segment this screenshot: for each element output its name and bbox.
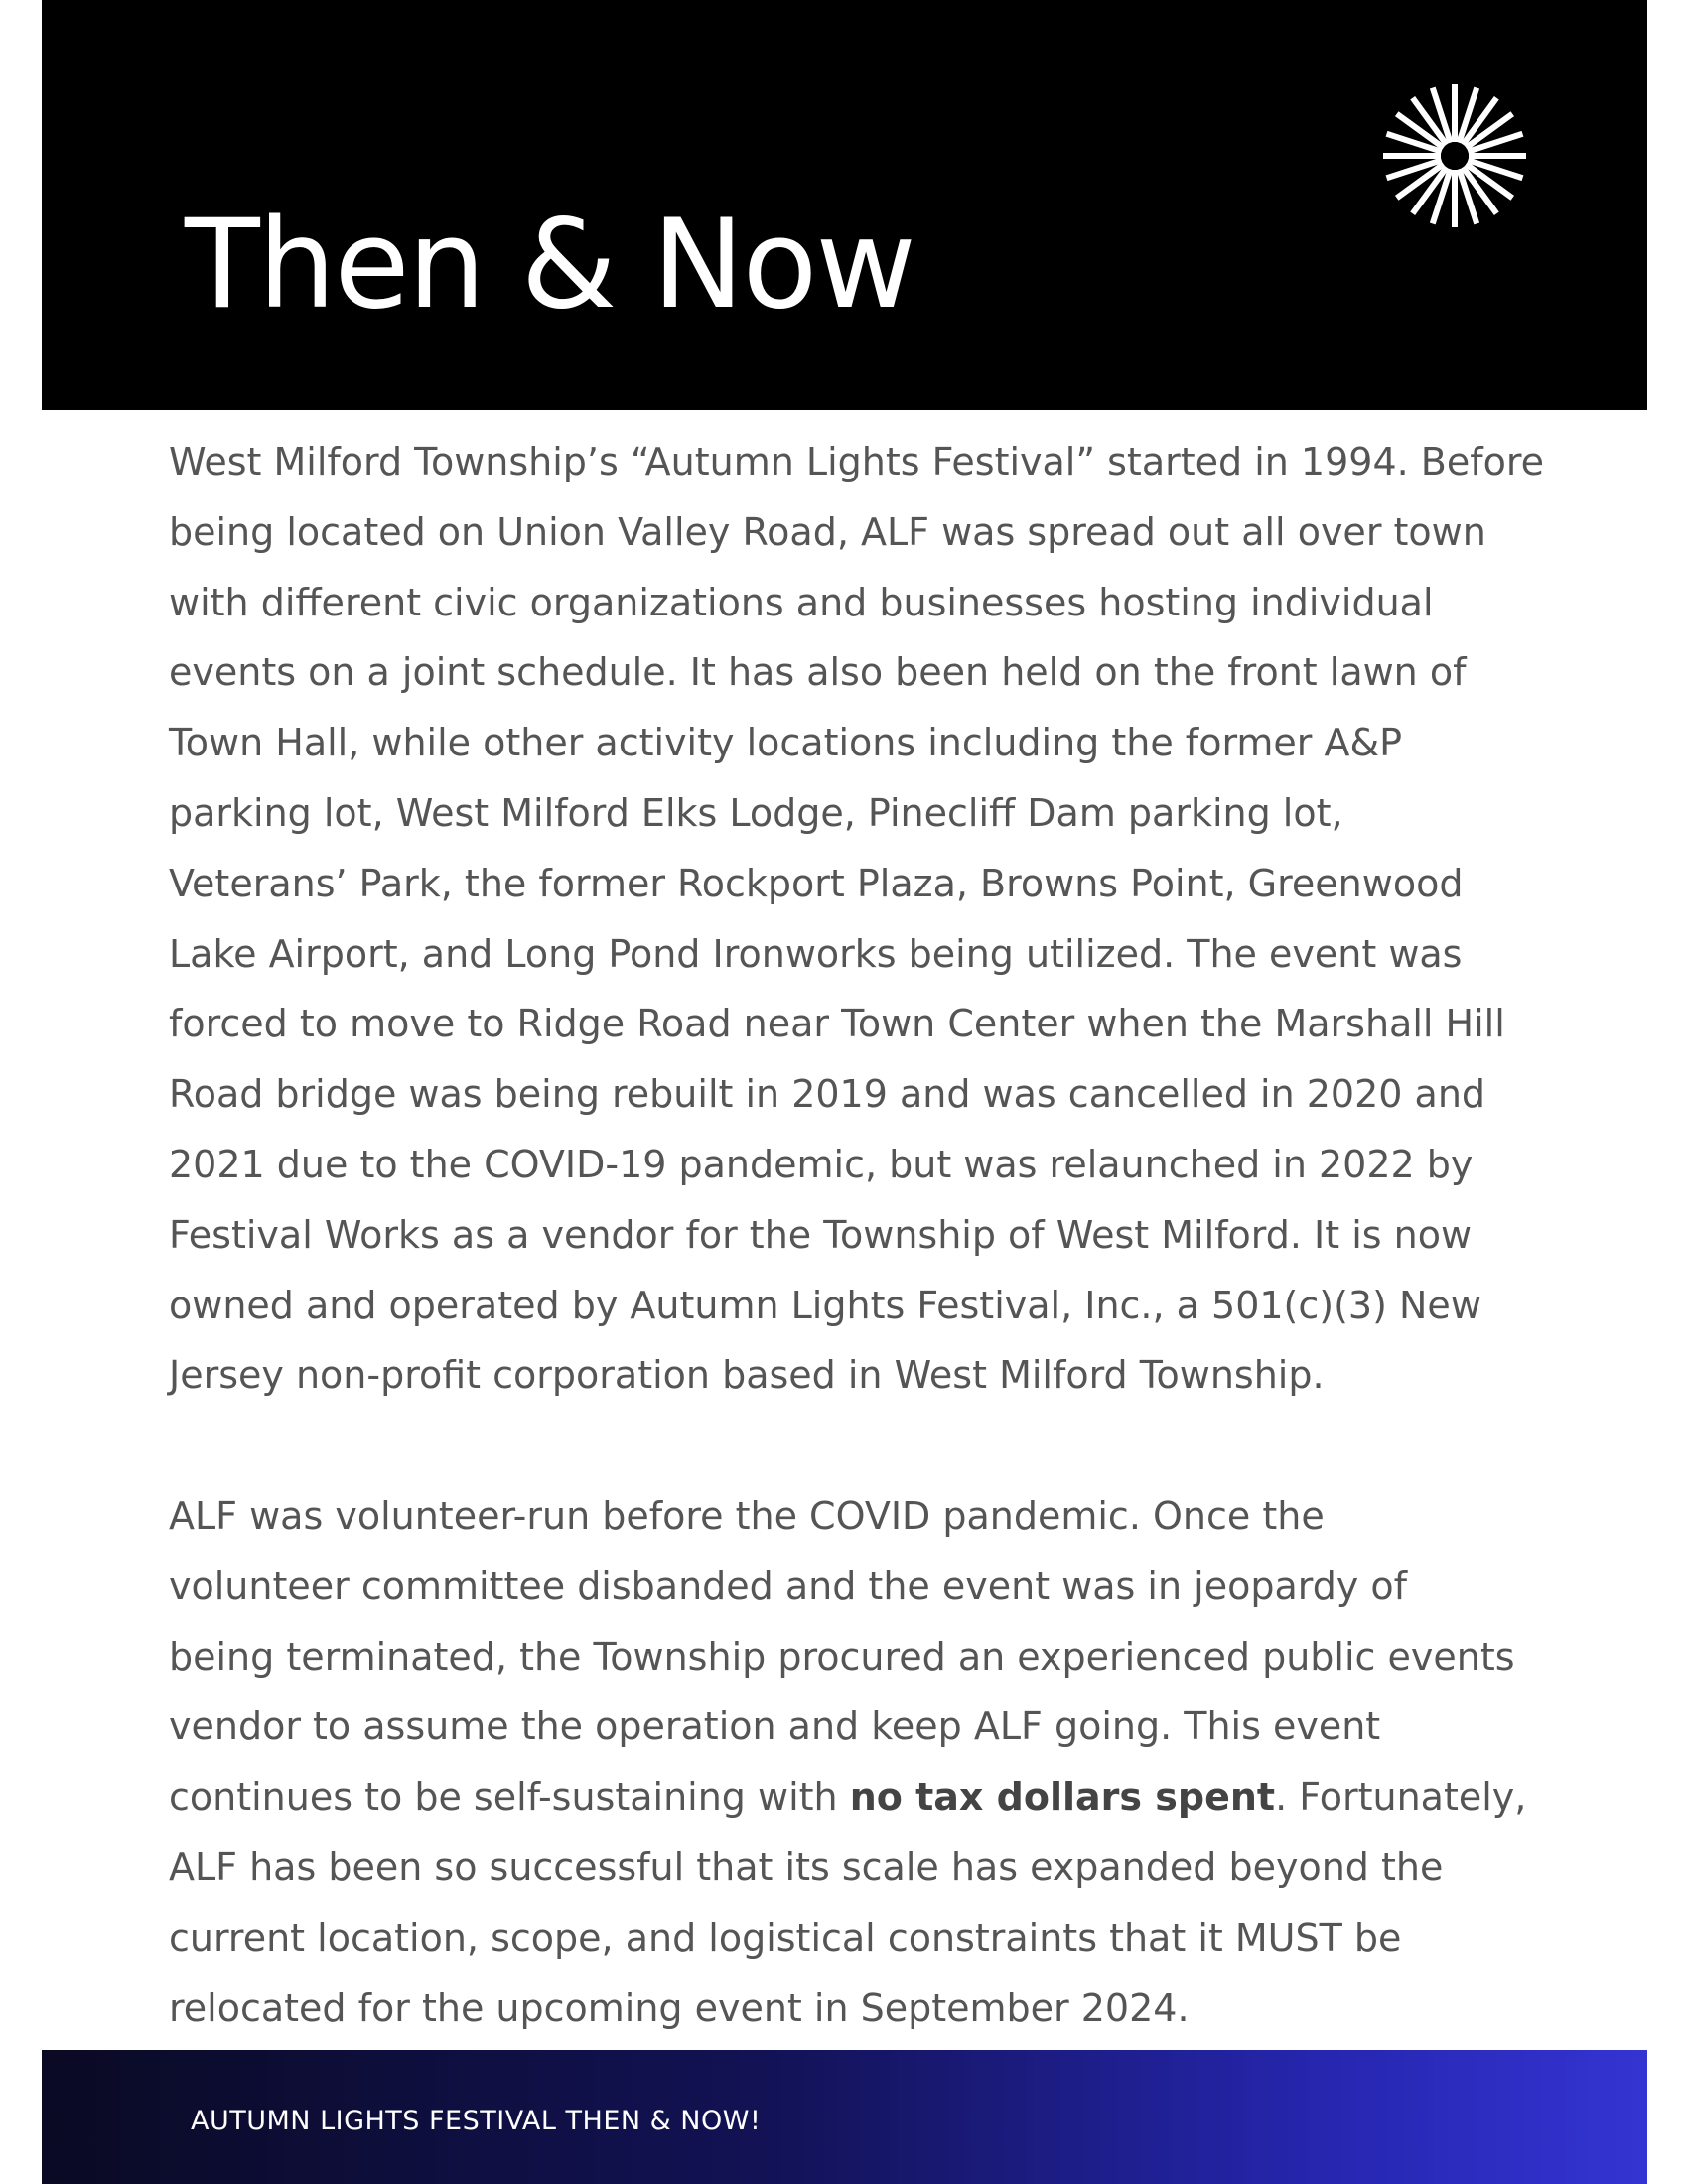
text-line: Festival Works as a vendor for the Township of West Milford. It is now bbox=[169, 1212, 1473, 1257]
text-line: volunteer committee disbanded and the event was in jeopardy of bbox=[169, 1564, 1408, 1608]
text-line: Veterans’ Park, the former Rockport Plaza, Browns Point, Greenwood bbox=[169, 861, 1464, 905]
text-line: current location, scope, and logistical constraints that it MUST be bbox=[169, 1915, 1402, 1960]
text-line: parking lot, West Milford Elks Lodge, Pinecliff Dam parking lot, bbox=[169, 790, 1343, 835]
text-line: vendor to assume the operation and keep ALF going. This event bbox=[169, 1705, 1381, 1749]
emphasis-no-tax-dollars: no tax dollars spent bbox=[849, 1775, 1276, 1820]
text-line: Road bridge was being rebuilt in 2019 and was cancelled in 2020 and bbox=[169, 1072, 1486, 1117]
page-title: Then & Now bbox=[185, 194, 914, 337]
text-line: West Milford Township’s “Autumn Lights Festival” started in 1994. Before bbox=[169, 440, 1545, 483]
text-line: owned and operated by Autumn Lights Festival, Inc., a 501(c)(3) New bbox=[169, 1283, 1481, 1327]
text-run: . Fortunately, bbox=[1275, 1775, 1527, 1820]
text-line: events on a joint schedule. It has also been held on the front lawn of bbox=[169, 650, 1467, 695]
text-line: Jersey non-profit corporation based in West Milford Township. bbox=[169, 1353, 1325, 1398]
text-line: ALF has been so successful that its scale has expanded beyond the bbox=[169, 1844, 1444, 1889]
text-line: 2021 due to the COVID-19 pandemic, but was relaunched in 2022 by bbox=[169, 1142, 1474, 1186]
text-line: Lake Airport, and Long Pond Ironworks being utilized. The event was bbox=[169, 931, 1463, 976]
text-line-emphasis bbox=[169, 1762, 1539, 1833]
starburst-icon bbox=[1375, 76, 1534, 235]
footer-text: AUTUMN LIGHTS FESTIVAL THEN & NOW! bbox=[191, 2106, 762, 2136]
text-line: relocated for the upcoming event in September 2024. bbox=[169, 1985, 1190, 2030]
text-line: Town Hall, while other activity locations including the former A&P bbox=[169, 721, 1403, 765]
text-line: being terminated, the Township procured an experienced public events bbox=[169, 1634, 1515, 1679]
text-line: being located on Union Valley Road, ALF was spread out all over town bbox=[169, 509, 1486, 554]
paragraph-1 bbox=[169, 427, 1545, 1411]
text-line: with different civic organizations and businesses hosting individual bbox=[169, 580, 1434, 624]
text-run: continues to be self-sustaining with bbox=[169, 1775, 850, 1820]
text-line: forced to move to Ridge Road near Town Center when the Marshall Hill bbox=[169, 1002, 1505, 1046]
footer-band bbox=[42, 2050, 1647, 2184]
paragraph-2 bbox=[169, 1481, 1539, 2043]
text-line: ALF was volunteer-run before the COVID pandemic. Once the bbox=[169, 1493, 1325, 1538]
body-text bbox=[169, 427, 1545, 2043]
